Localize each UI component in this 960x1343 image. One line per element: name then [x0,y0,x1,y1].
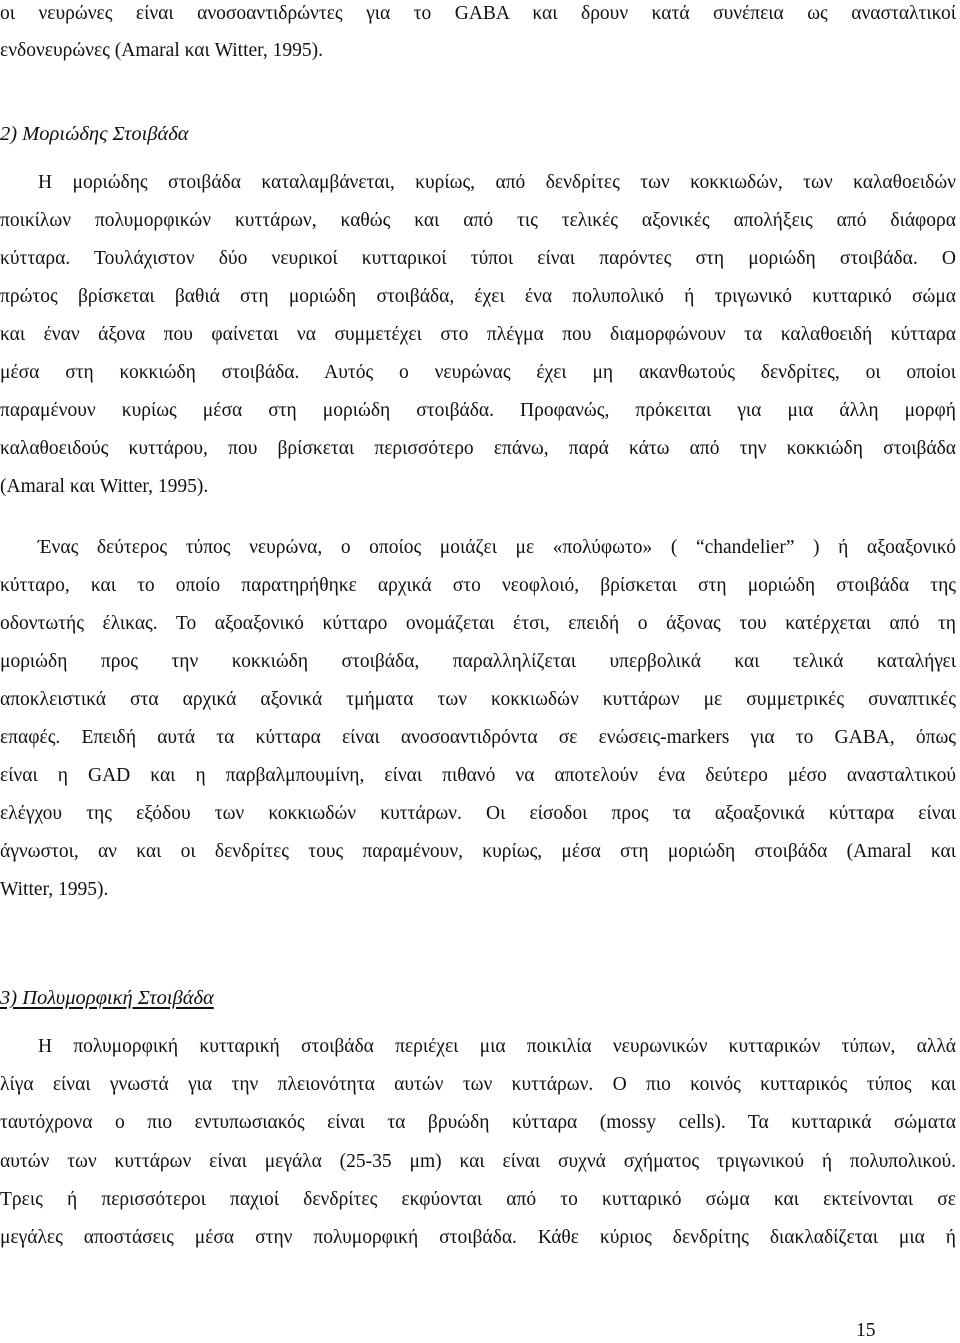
text-line: παραμένουν κυρίως μέσα στη μοριώδη στοιβάδα. Προφανώς, πρόκειται για μια άλλη μορφή [0,400,956,421]
text-line: ταυτόχρονα ο πιο εντυπωσιακός είναι τα βρυώδη κύτταρα (mossy cells). Τα κυτταρικά σώματα [0,1112,956,1133]
text-line: ποικίλων πολυμορφικών κυττάρων, καθώς και από τις τελικές αξονικές απολήξεις από διάφορα [0,210,956,231]
text-line: Η πολυμορφική κυτταρική στοιβάδα περιέχει μια ποικιλία νευρωνικών κυτταρικών τύπων, αλλά [38,1036,956,1057]
text-line: Τρεις ή περισσότεροι παχιοί δενδρίτες εκφύονται από το κυτταρικό σώμα και εκτείνονται σε [0,1189,956,1210]
section-heading: 3) Πολυμορφική Στοιβάδα [0,987,214,1009]
text-line: και έναν άξονα που φαίνεται να συμμετέχει στο πλέγμα που διαμορφώνουν τα καλαθοειδή κύτταρα [0,324,956,345]
page-number: 15 [856,1320,876,1341]
text-line: καλαθοειδούς κυττάρου, που βρίσκεται περισσότερο επάνω, παρά κάτω από την κοκκιώδη στοιβάδα [0,438,956,459]
text-line: επαφές. Επειδή αυτά τα κύτταρα είναι ανοσοαντιδρόντα σε ενώσεις-markers για το GABA, όπως [0,727,956,748]
text-line: οδοντωτής έλικας. Το αξοαξονικό κύτταρο ονομάζεται έτσι, επειδή ο άξονας του κατέρχεται από τη [0,613,956,634]
text-line: αυτών των κυττάρων είναι μεγάλα (25-35 μm) και είναι συχνά σχήματος τριγωνικού ή πολυπολικού. [0,1151,956,1172]
text-line: Η μοριώδης στοιβάδα καταλαμβάνεται, κυρίως, από δενδρίτες των κοκκιωδών, των καλαθοειδών [38,172,956,193]
text-line: μεγάλες αποστάσεις μέσα στην πολυμορφική στοιβάδα. Κάθε κύριος δενδρίτης διακλαδίζεται μια ή [0,1227,956,1248]
text-line: άγνωστοι, αν και οι δενδρίτες τους παραμένουν, κυρίως, μέσα στη μοριώδη στοιβάδα (Amaral και [0,841,956,862]
text-line: Ένας δεύτερος τύπος νευρώνα, ο οποίος μοιάζει με «πολύφωτο» ( “chandelier” ) ή αξοαξονικό [38,537,956,558]
text-line: αποκλειστικά στα αρχικά αξονικά τμήματα των κοκκιωδών κυττάρων με συμμετρικές συναπτικές [0,689,956,710]
text-line: ελέγχου της εξόδου των κοκκιωδών κυττάρων. Οι είσοδοι προς τα αξοαξονικά κύτταρα είναι [0,803,956,824]
text-line: Witter, 1995). [0,879,109,900]
text-line: (Amaral και Witter, 1995). [0,476,209,497]
text-line: μοριώδη προς την κοκκιώδη στοιβάδα, παραλληλίζεται υπερβολικά και τελικά καταλήγει [0,651,956,672]
text-line: λίγα είναι γνωστά για την πλειονότητα αυτών των κυττάρων. Ο πιο κοινός κυτταρικός τύπος και [0,1074,956,1095]
section-heading: 2) Μοριώδης Στοιβάδα [0,123,189,145]
text-line: κύτταρα. Τουλάχιστον δύο νευρικοί κυτταρικοί τύποι είναι παρόντες στη μοριώδη στοιβάδα. Ο [0,248,956,269]
text-line: οι νευρώνες είναι ανοσοαντιδρώντες για το GABA και δρουν κατά συνέπεια ως ανασταλτικοί [0,3,956,24]
text-line: κύτταρο, και το οποίο παρατηρήθηκε αρχικά στο νεοφλοιό, βρίσκεται στη μοριώδη στοιβάδα της [0,575,956,596]
text-line: μέσα στη κοκκιώδη στοιβάδα. Αυτός ο νευρώνας έχει μη ακανθωτούς δενδρίτες, οι οποίοι [0,362,956,383]
text-line: είναι η GAD και η παρβαλμπουμίνη, είναι πιθανό να αποτελούν ένα δεύτερο μέσο ανασταλτικού [0,765,956,786]
text-line: ενδονευρώνες (Amaral και Witter, 1995). [0,40,323,61]
text-line: πρώτος βρίσκεται βαθιά στη μοριώδη στοιβάδα, έχει ένα πολυπολικό ή τριγωνικό κυτταρικό σώμα [0,286,956,307]
